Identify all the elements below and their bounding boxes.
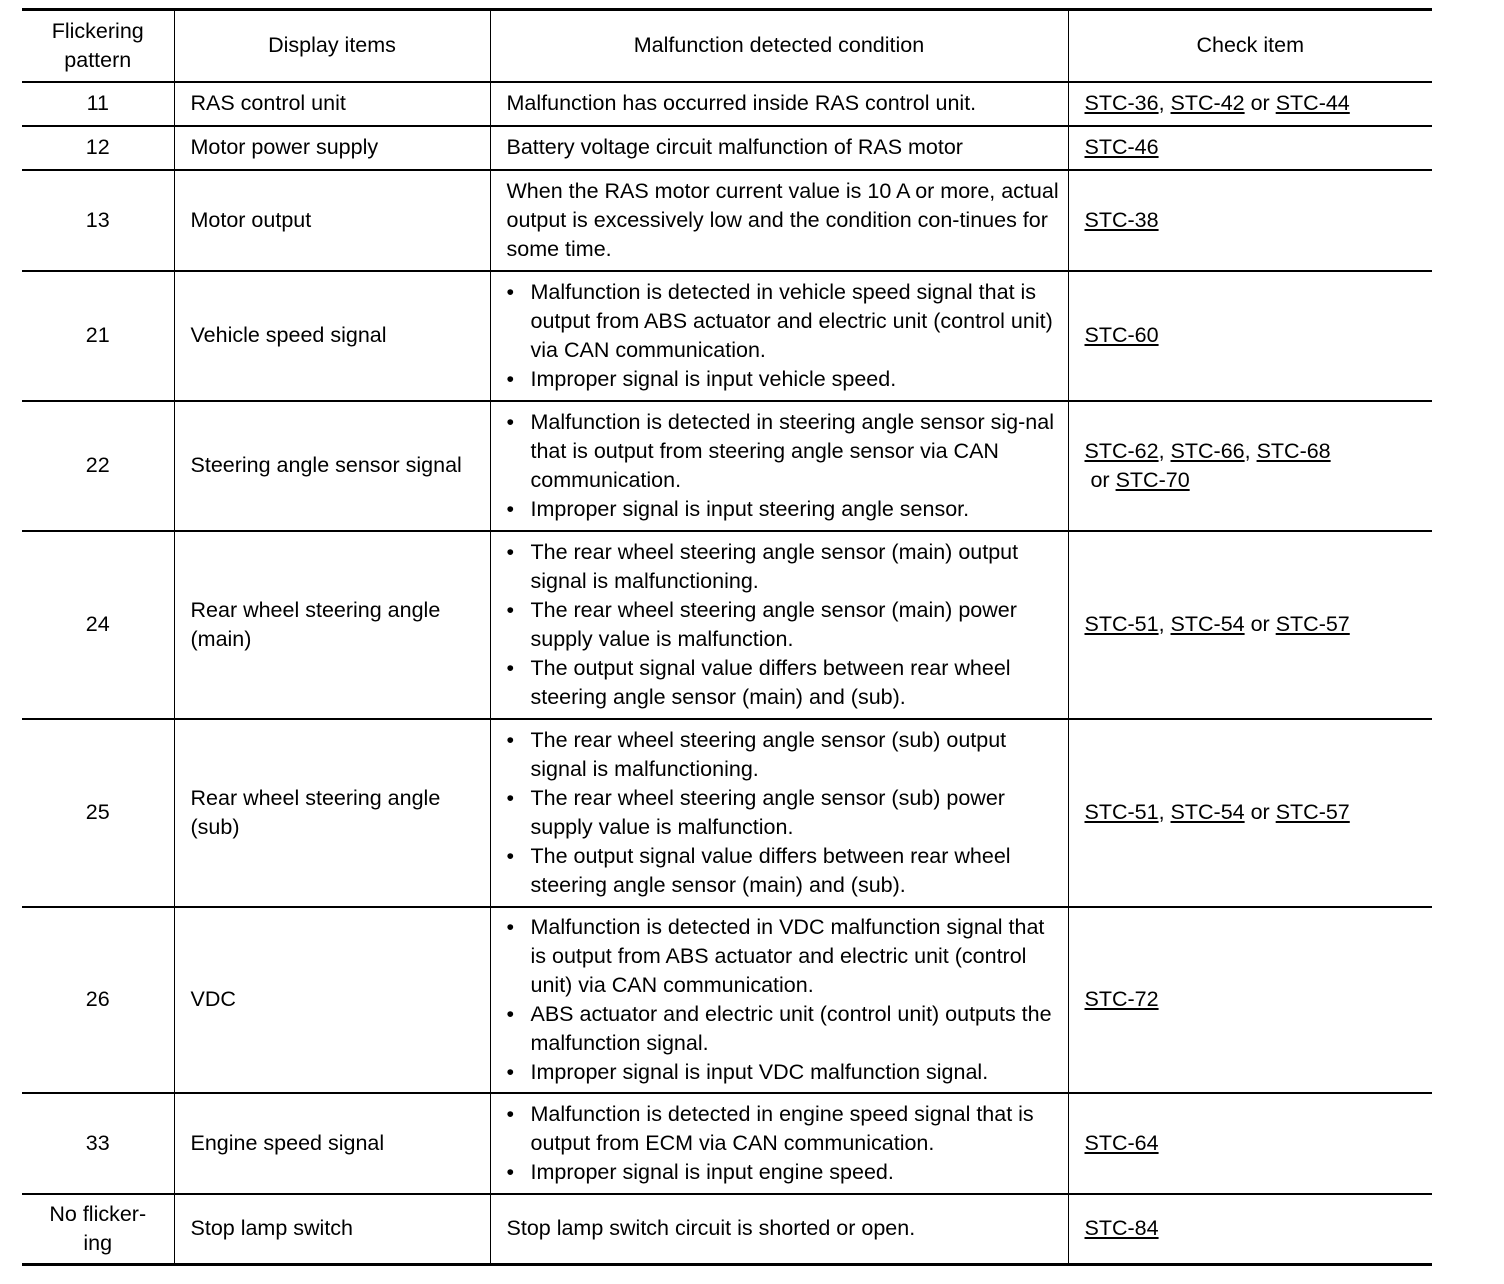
display-item-text: Motor power supply bbox=[190, 135, 379, 159]
condition-bullet-list bbox=[507, 913, 1060, 1087]
cell-check-item bbox=[1068, 271, 1432, 401]
check-item-link[interactable]: STC-42 bbox=[1170, 91, 1245, 115]
cell-check-item bbox=[1068, 1093, 1432, 1194]
condition-text: Battery voltage circuit malfunction of RAS motor bbox=[506, 135, 963, 159]
check-item-link[interactable]: STC-68 bbox=[1256, 438, 1331, 463]
check-item-link[interactable]: STC-38 bbox=[1084, 207, 1159, 232]
display-item-text: Stop lamp switch bbox=[190, 1216, 354, 1241]
condition-bullet-list bbox=[507, 1100, 1060, 1187]
cell-check-item bbox=[1068, 1194, 1432, 1265]
display-item-text: Engine speed signal bbox=[190, 1130, 385, 1155]
display-item-text: Steering angle sensor signal bbox=[190, 453, 462, 477]
pattern-value: 22 bbox=[85, 453, 110, 477]
check-item-separator: or bbox=[1084, 467, 1116, 492]
pattern-value: 11 bbox=[86, 91, 109, 115]
condition-bullet-item: • Malfunction is detected in steering angle sensor sig-nal that is output from steering angle sensor via CAN communication. bbox=[507, 408, 1060, 495]
check-item-link[interactable]: STC-72 bbox=[1084, 987, 1159, 1011]
cell-check-item bbox=[1068, 719, 1432, 907]
condition-bullet-list bbox=[507, 408, 1060, 524]
check-item-link[interactable]: STC-51 bbox=[1084, 800, 1159, 824]
table-row bbox=[22, 170, 1432, 271]
pattern-value: 24 bbox=[85, 612, 110, 636]
cell-flickering-pattern bbox=[22, 719, 174, 907]
header-malfunction-condition: Malfunction detected condition bbox=[490, 10, 1068, 82]
check-item-separator: , bbox=[1244, 438, 1257, 463]
pattern-value: 13 bbox=[85, 207, 110, 232]
pattern-value: No flicker-ing bbox=[49, 1201, 147, 1255]
pattern-value: 33 bbox=[85, 1130, 110, 1155]
check-item-link[interactable]: STC-62 bbox=[1084, 438, 1159, 463]
check-item-separator: , bbox=[1158, 612, 1171, 636]
cell-malfunction-condition bbox=[490, 531, 1068, 719]
cell-display-item bbox=[174, 126, 490, 170]
cell-malfunction-condition bbox=[490, 126, 1068, 170]
cell-display-item bbox=[174, 170, 490, 271]
header-flickering-pattern: Flickering pattern bbox=[22, 10, 174, 82]
table-row bbox=[22, 126, 1432, 170]
condition-bullet-item: • Improper signal is input VDC malfunction signal. bbox=[507, 1058, 1060, 1087]
table-row bbox=[22, 82, 1432, 126]
condition-bullet-item: • Improper signal is input engine speed. bbox=[507, 1158, 1060, 1187]
condition-bullet-item: • The rear wheel steering angle sensor (main) output signal is malfunctioning. bbox=[507, 538, 1060, 596]
cell-malfunction-condition bbox=[490, 1194, 1068, 1265]
check-item-separator: or bbox=[1244, 91, 1276, 115]
cell-flickering-pattern bbox=[22, 401, 174, 531]
cell-display-item bbox=[174, 719, 490, 907]
cell-malfunction-condition bbox=[490, 271, 1068, 401]
cell-check-item bbox=[1068, 531, 1432, 719]
check-item-link[interactable]: STC-57 bbox=[1275, 800, 1350, 824]
check-item-link[interactable]: STC-57 bbox=[1275, 612, 1350, 636]
pattern-value: 25 bbox=[85, 800, 110, 824]
table-row bbox=[22, 907, 1432, 1093]
condition-text: When the RAS motor current value is 10 A or more, actual output is excessively low and the condition con-tinues for some time. bbox=[506, 178, 1059, 261]
check-item-separator: or bbox=[1244, 800, 1276, 824]
condition-bullet-item: • The rear wheel steering angle sensor (sub) power supply value is malfunction. bbox=[507, 784, 1060, 842]
cell-display-item bbox=[174, 82, 490, 126]
check-item-link[interactable]: STC-46 bbox=[1084, 135, 1159, 159]
condition-bullet-item: • The rear wheel steering angle sensor (sub) output signal is malfunctioning. bbox=[507, 726, 1060, 784]
cell-display-item bbox=[174, 1194, 490, 1265]
cell-display-item bbox=[174, 531, 490, 719]
condition-bullet-item: • Malfunction is detected in engine speed signal that is output from ECM via CAN communication. bbox=[507, 1100, 1060, 1158]
header-check-item: Check item bbox=[1068, 10, 1432, 82]
check-item-link[interactable]: STC-54 bbox=[1170, 800, 1245, 824]
display-item-text: Vehicle speed signal bbox=[190, 323, 387, 347]
condition-bullet-list bbox=[507, 726, 1060, 900]
display-item-text: VDC bbox=[190, 987, 236, 1011]
cell-flickering-pattern bbox=[22, 1194, 174, 1265]
cell-flickering-pattern bbox=[22, 531, 174, 719]
cell-flickering-pattern bbox=[22, 82, 174, 126]
table-row bbox=[22, 719, 1432, 907]
condition-bullet-list bbox=[507, 538, 1060, 712]
cell-display-item bbox=[174, 401, 490, 531]
cell-display-item bbox=[174, 1093, 490, 1194]
check-item-link[interactable]: STC-84 bbox=[1084, 1216, 1159, 1241]
condition-bullet-item: • Malfunction is detected in VDC malfunction signal that is output from ABS actuator and electric unit (control unit) via CAN communication. bbox=[507, 913, 1060, 1000]
cell-check-item bbox=[1068, 170, 1432, 271]
cell-display-item bbox=[174, 271, 490, 401]
check-item-separator: , bbox=[1158, 800, 1171, 824]
display-item-text: Rear wheel steering angle (sub) bbox=[190, 785, 441, 839]
condition-bullet-item: • The output signal value differs between rear wheel steering angle sensor (main) and (sub). bbox=[507, 842, 1060, 900]
condition-bullet-item: • Improper signal is input steering angle sensor. bbox=[507, 495, 1060, 524]
cell-flickering-pattern bbox=[22, 907, 174, 1093]
cell-check-item bbox=[1068, 907, 1432, 1093]
cell-display-item bbox=[174, 907, 490, 1093]
cell-malfunction-condition bbox=[490, 719, 1068, 907]
condition-bullet-item: • The output signal value differs between rear wheel steering angle sensor (main) and (sub). bbox=[507, 654, 1060, 712]
display-item-text: RAS control unit bbox=[190, 91, 346, 115]
cell-malfunction-condition bbox=[490, 1093, 1068, 1194]
condition-bullet-item: • The rear wheel steering angle sensor (main) power supply value is malfunction. bbox=[507, 596, 1060, 654]
check-item-link[interactable]: STC-70 bbox=[1115, 467, 1190, 492]
cell-check-item bbox=[1068, 82, 1432, 126]
check-item-link[interactable]: STC-66 bbox=[1170, 438, 1245, 463]
dtc-table bbox=[22, 8, 1432, 1266]
pattern-value: 26 bbox=[85, 987, 110, 1011]
condition-text: Stop lamp switch circuit is shorted or open. bbox=[506, 1216, 916, 1241]
check-item-separator: or bbox=[1244, 612, 1276, 636]
table-row bbox=[22, 531, 1432, 719]
table-header-row bbox=[22, 10, 1432, 82]
display-item-text: Rear wheel steering angle (main) bbox=[190, 597, 441, 651]
condition-bullet-item: • ABS actuator and electric unit (control unit) outputs the malfunction signal. bbox=[507, 1000, 1060, 1058]
cell-malfunction-condition bbox=[490, 82, 1068, 126]
cell-flickering-pattern bbox=[22, 271, 174, 401]
cell-malfunction-condition bbox=[490, 907, 1068, 1093]
condition-bullet-list bbox=[507, 278, 1060, 394]
table-row bbox=[22, 1093, 1432, 1194]
check-item-link[interactable]: STC-51 bbox=[1084, 612, 1159, 636]
check-item-link[interactable]: STC-54 bbox=[1170, 612, 1245, 636]
pattern-value: 21 bbox=[85, 323, 110, 347]
display-item-text: Motor output bbox=[190, 207, 312, 232]
table-row bbox=[22, 401, 1432, 531]
check-item-separator: , bbox=[1158, 438, 1171, 463]
check-item-link[interactable]: STC-60 bbox=[1084, 323, 1159, 347]
cell-check-item bbox=[1068, 126, 1432, 170]
condition-text: Malfunction has occurred inside RAS control unit. bbox=[506, 91, 977, 115]
condition-bullet-item: • Improper signal is input vehicle speed. bbox=[507, 365, 1060, 394]
condition-bullet-item: • Malfunction is detected in vehicle speed signal that is output from ABS actuator and electric unit (control unit) via CAN communication. bbox=[507, 278, 1060, 365]
cell-check-item bbox=[1068, 401, 1432, 531]
table-row bbox=[22, 271, 1432, 401]
check-item-link[interactable]: STC-44 bbox=[1275, 91, 1350, 115]
cell-flickering-pattern bbox=[22, 170, 174, 271]
cell-malfunction-condition bbox=[490, 170, 1068, 271]
cell-flickering-pattern bbox=[22, 126, 174, 170]
pattern-value: 12 bbox=[85, 135, 110, 159]
header-display-items: Display items bbox=[174, 10, 490, 82]
cell-malfunction-condition bbox=[490, 401, 1068, 531]
cell-flickering-pattern bbox=[22, 1093, 174, 1194]
table-row bbox=[22, 1194, 1432, 1265]
table-body bbox=[22, 82, 1432, 1265]
check-item-link[interactable]: STC-64 bbox=[1084, 1130, 1159, 1155]
check-item-link[interactable]: STC-36 bbox=[1084, 91, 1159, 115]
check-item-separator: , bbox=[1158, 91, 1171, 115]
